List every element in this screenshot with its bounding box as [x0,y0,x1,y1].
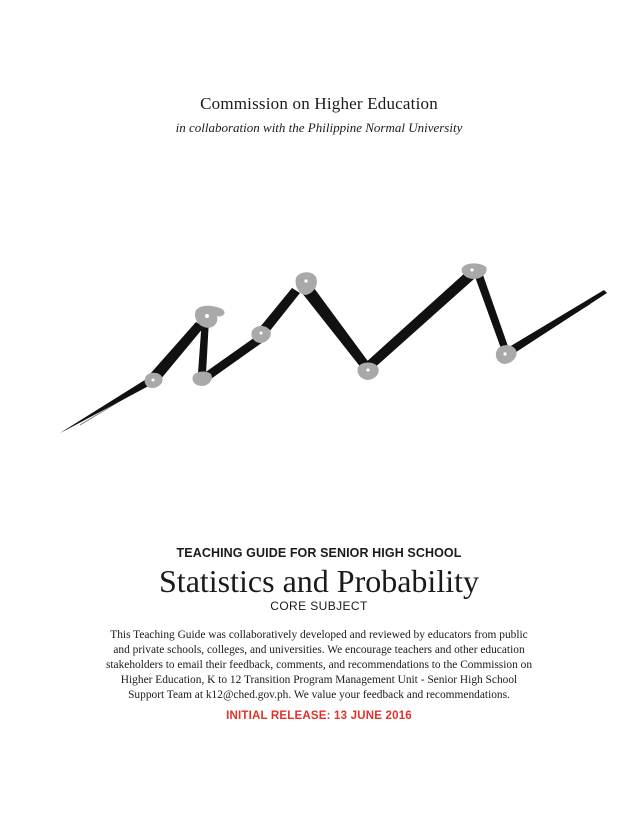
cover-header [0,94,638,136]
brush-bristle-4 [215,346,255,374]
brush-bristle-3 [515,304,590,350]
brushstroke-2 [150,322,204,380]
node-dot-1 [152,379,155,382]
collaboration-line: in collaboration with the Philippine Normal University [175,120,463,135]
description-line: Higher Education, K to 12 Transition Program Management Unit - Senior High School [120,674,518,686]
brushstroke-1 [60,378,158,433]
description-line: stakeholders to email their feedback, comments, and recommendations to the Commission on [105,659,533,671]
node-dot-4 [304,279,307,282]
description-line: This Teaching Guide was collaboratively developed and reviewed by educators from public [110,629,528,641]
title-block [0,546,638,613]
description-line: and private schools, colleges, and universities. We encourage teachers and other education [113,644,525,656]
brushstroke-9 [504,290,607,356]
node-dot-6 [470,268,473,271]
node-circle-3 [192,372,211,386]
description-paragraph [90,628,548,703]
brushstroke-7 [364,272,474,370]
subject-label: CORE SUBJECT [270,599,368,613]
organization-name: Commission on Higher Education [200,94,438,113]
node-dot-3 [260,332,263,335]
guide-label: TEACHING GUIDE FOR SENIOR HIGH SCHOOL [176,546,462,560]
brush-bristle-2 [375,290,455,364]
node-dot-5 [366,368,369,371]
description-line: Support Team at k12@ched.gov.ph. We value your feedback and recommendations. [128,689,510,701]
node-dot-7 [503,352,506,355]
page-title: Statistics and Probability [159,563,479,599]
release-date: INITIAL RELEASE: 13 JUNE 2016 [226,710,412,722]
brush-bristle-1 [80,386,145,425]
brushstroke-6 [302,288,370,369]
mountain-brushstroke-illustration [0,250,638,450]
node-dot-2 [205,314,209,318]
brushstroke-8 [474,272,510,354]
